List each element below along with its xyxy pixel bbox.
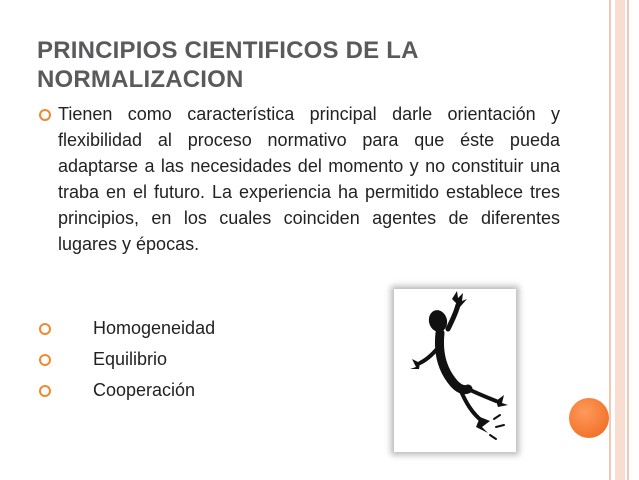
- orange-circle-decoration: [569, 398, 609, 438]
- jumping-stick-figure-icon: [394, 289, 516, 452]
- decorative-stripe: [615, 0, 625, 480]
- figure-image: [394, 289, 516, 452]
- decorative-stripe: [609, 0, 611, 480]
- slide-title: PRINCIPIOS CIENTIFICOS DE LA NORMALIZACION: [37, 37, 418, 93]
- principle-item: Cooperación: [93, 380, 196, 400]
- hollow-circle-bullet-icon: [39, 323, 51, 335]
- decorative-stripe: [627, 0, 629, 480]
- hollow-circle-bullet-icon: [39, 354, 51, 366]
- principle-item: Equilibrio: [93, 349, 168, 369]
- hollow-circle-bullet-icon: [39, 109, 51, 121]
- principle-item: Homogeneidad: [93, 318, 216, 338]
- hollow-circle-bullet-icon: [39, 385, 51, 397]
- intro-paragraph: Tienen como característica principal darle orientación y flexibilidad al proceso normativo para que éste pueda adaptarse a las necesidades del momento y no constituir una traba en el futuro. La experiencia ha permitido establece tres principios, en los cuales coinciden agentes de diferentes lugares y épocas.: [58, 104, 560, 254]
